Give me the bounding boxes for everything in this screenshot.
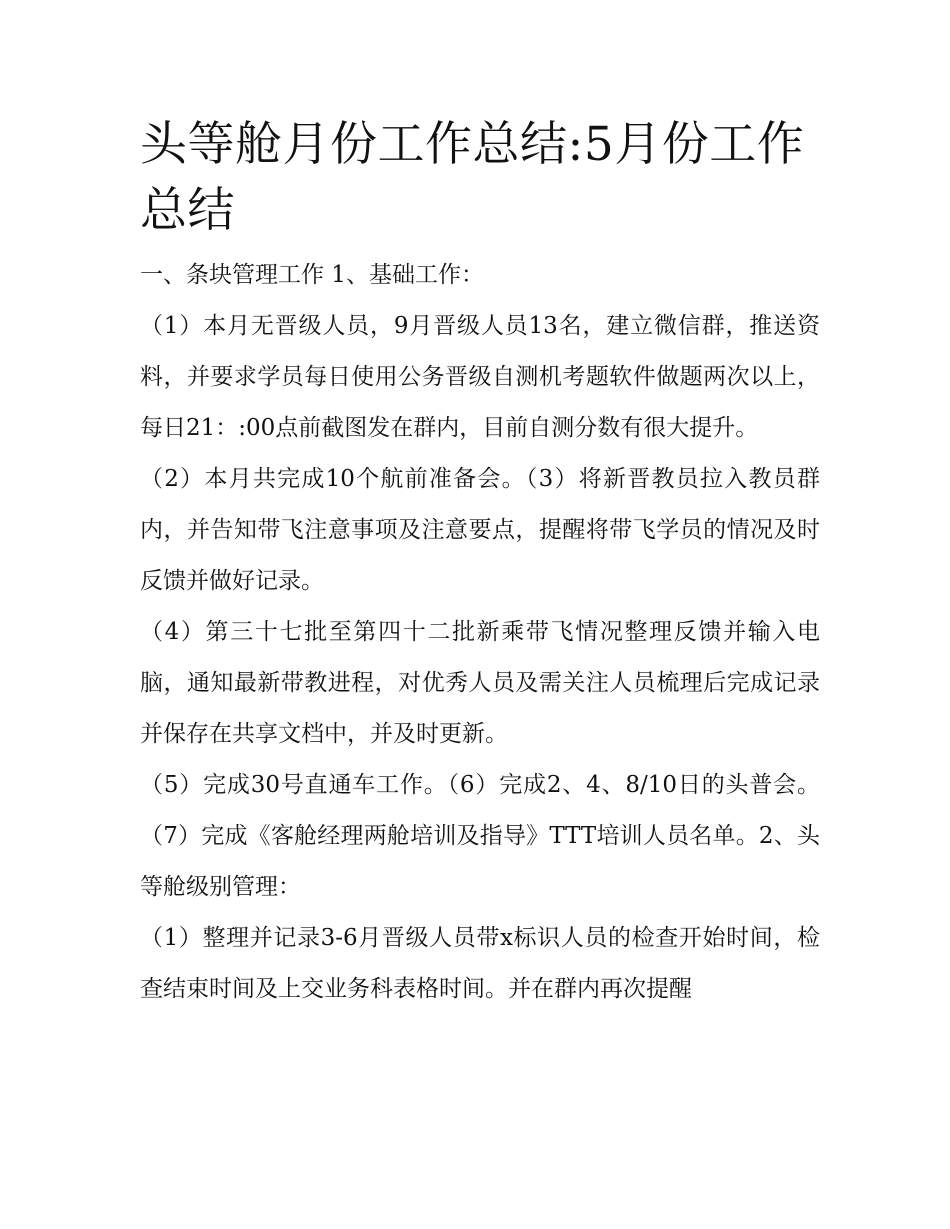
paragraph-items-2-3: （2）本月共完成10个航前准备会。（3）将新晋教员拉入教员群内，并告知带飞注意事项及注意要点，提醒将带飞学员的情况及时反馈并做好记录。	[140, 466, 820, 594]
paragraph-item-1: （1）本月无晋级人员，9月晋级人员13名，建立微信群，推送资料，并要求学员每日使用公务晋级自测机考题软件做题两次以上，每日21：:00点前截图发在群内，目前自测分数有很大提升。	[140, 313, 820, 441]
document-title: 头等舱月份工作总结:5月份工作总结	[140, 117, 805, 238]
paragraph-section-heading: 一、条块管理工作 1、基础工作：	[140, 262, 484, 288]
document-body	[140, 112, 820, 1015]
paragraph-items-5-7: （5）完成30号直通车工作。（6）完成2、4、8/10日的头普会。（7）完成《客舱经理两舱培训及指导》TTT培训人员名单。2、头等舱级别管理：	[140, 772, 820, 900]
paragraph-first-class-item-1: （1）整理并记录3-6月晋级人员带x标识人员的检查开始时间，检查结束时间及上交业务科表格时间。并在群内再次提醒	[140, 925, 820, 1002]
paragraph-item-4: （4）第三十七批至第四十二批新乘带飞情况整理反馈并输入电脑，通知最新带教进程，对优秀人员及需关注人员梳理后完成记录并保存在共享文档中，并及时更新。	[140, 619, 820, 747]
